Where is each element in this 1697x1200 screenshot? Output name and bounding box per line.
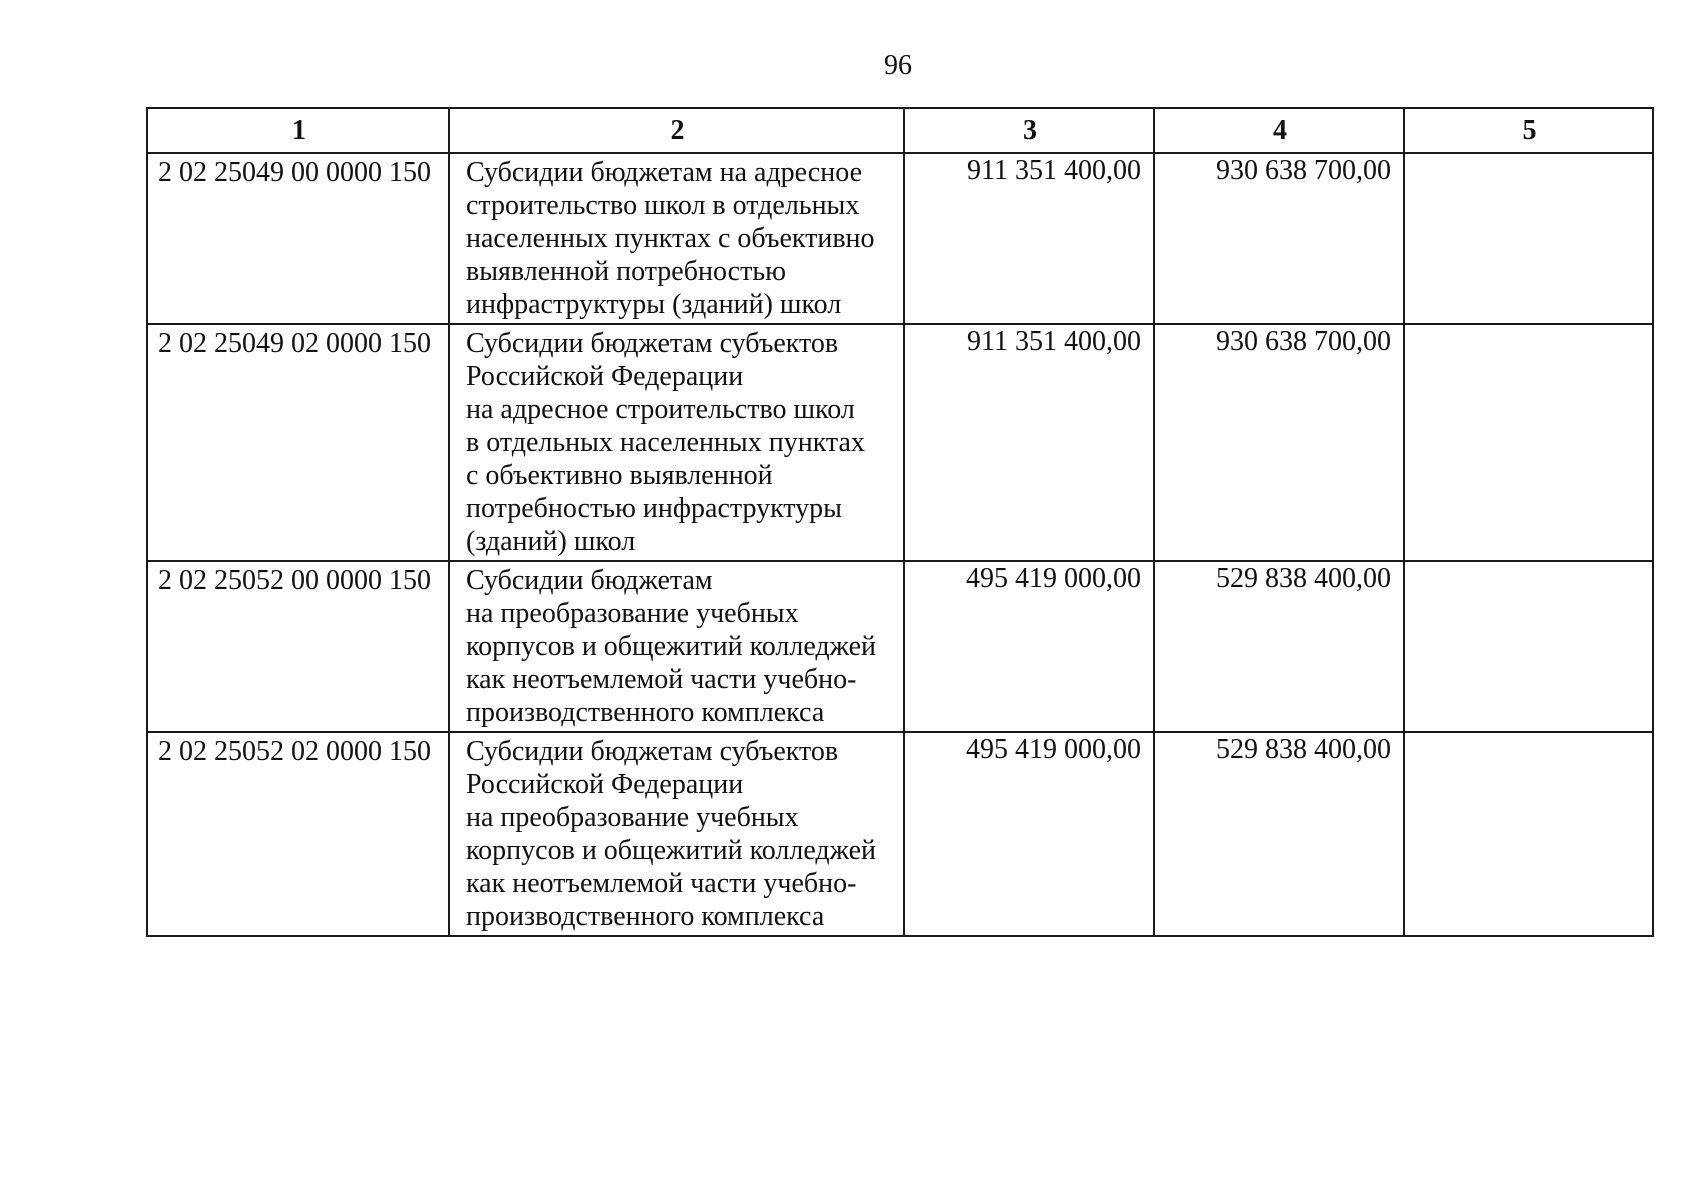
- amount-col-3-cell: 495 419 000,00: [904, 561, 1154, 732]
- budget-code-cell: 2 02 25049 02 0000 150: [147, 324, 449, 561]
- description-cell: Субсидии бюджетам субъектов Российской Федерации на преобразование учебных корпусов и общежитий колледжей как неотъемлемой части учебно- производственного комплекса: [449, 732, 904, 936]
- amount-col-4-cell: 930 638 700,00: [1154, 153, 1404, 324]
- empty-col-5-cell: [1404, 324, 1653, 561]
- budget-code-cell: 2 02 25049 00 0000 150: [147, 153, 449, 324]
- amount-col-4-cell: 529 838 400,00: [1154, 561, 1404, 732]
- header-col-3: 3: [904, 108, 1154, 153]
- amount-col-3-cell: 911 351 400,00: [904, 324, 1154, 561]
- empty-col-5-cell: [1404, 561, 1653, 732]
- header-col-5: 5: [1404, 108, 1653, 153]
- table-row: [147, 561, 1653, 732]
- header-col-4: 4: [1154, 108, 1404, 153]
- empty-col-5-cell: [1404, 732, 1653, 936]
- amount-col-4-cell: 930 638 700,00: [1154, 324, 1404, 561]
- budget-code-cell: 2 02 25052 00 0000 150: [147, 561, 449, 732]
- header-col-1: 1: [147, 108, 449, 153]
- budget-code-cell: 2 02 25052 02 0000 150: [147, 732, 449, 936]
- table-row: [147, 153, 1653, 324]
- amount-col-3-cell: 495 419 000,00: [904, 732, 1154, 936]
- empty-col-5-cell: [1404, 153, 1653, 324]
- description-cell: Субсидии бюджетам субъектов Российской Федерации на адресное строительство школ в отдельных населенных пунктах с объективно выявленной потребностью инфраструктуры (зданий) школ: [449, 324, 904, 561]
- description-cell: Субсидии бюджетам на адресное строительство школ в отдельных населенных пунктах с объективно выявленной потребностью инфраструктуры (зданий) школ: [449, 153, 904, 324]
- amount-col-4-cell: 529 838 400,00: [1154, 732, 1404, 936]
- page-number: 96: [884, 50, 912, 81]
- table-header-row: [147, 108, 1653, 153]
- table-row: [147, 324, 1653, 561]
- amount-col-3-cell: 911 351 400,00: [904, 153, 1154, 324]
- table-row: [147, 732, 1653, 936]
- budget-table: [146, 107, 1654, 937]
- description-cell: Субсидии бюджетам на преобразование учебных корпусов и общежитий колледжей как неотъемлемой части учебно- производственного комплекса: [449, 561, 904, 732]
- header-col-2: 2: [449, 108, 904, 153]
